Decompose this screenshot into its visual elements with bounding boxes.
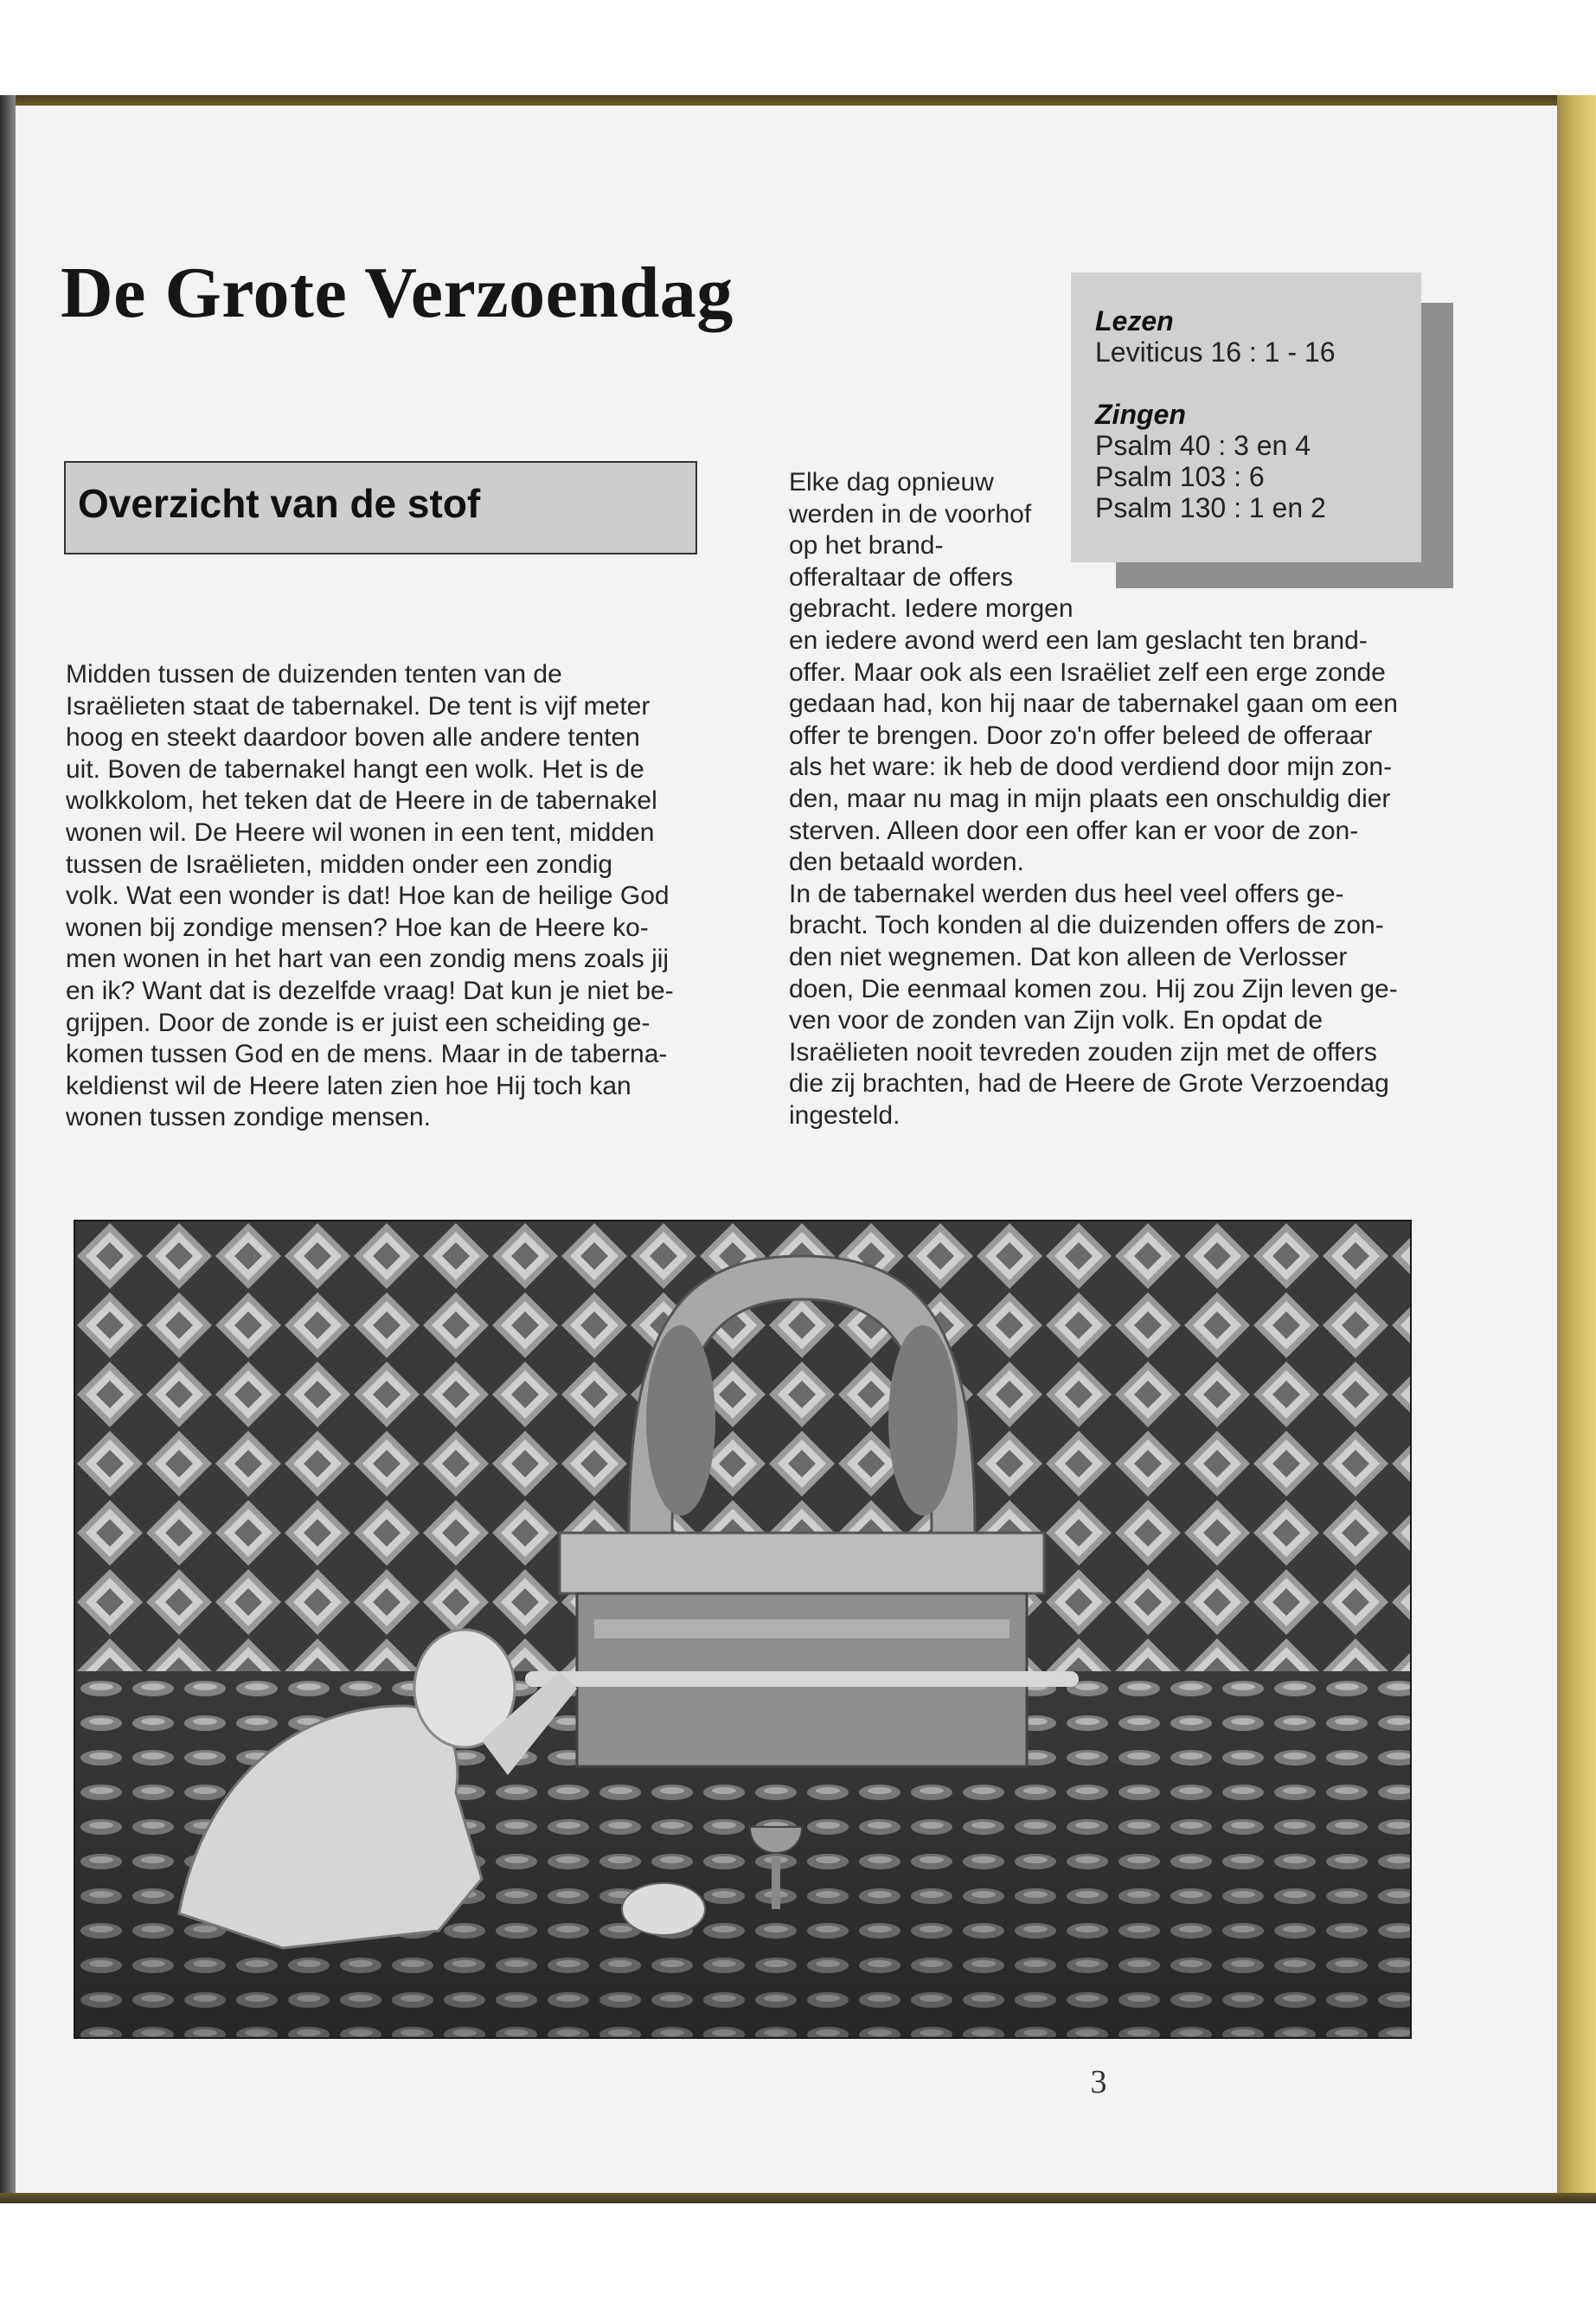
text-line: offer te brengen. Door zo'n offer beleed de offeraar <box>789 721 1373 750</box>
text-line: die zij brachten, had de Heere de Grote Verzoendag <box>789 1069 1389 1099</box>
text-line: men wonen in het hart van een zondig mens zoals jij <box>66 945 670 974</box>
text-line: wolkkolom, het teken dat de Heere in de tabernakel <box>66 786 657 816</box>
text-line: als het ware: ik heb de dood verdiend door mijn zon- <box>789 753 1393 782</box>
text-line: bracht. Toch konden al die duizenden offers de zon- <box>789 911 1384 940</box>
text-line: Israëlieten staat de tabernakel. De tent is vijf meter <box>66 691 651 721</box>
text-line: grijpen. Door de zonde is er juist een scheiding ge- <box>66 1008 651 1037</box>
text-line: uit. Boven de tabernakel hangt een wolk. Het is de <box>66 754 644 784</box>
text-line: In de tabernakel werden dus heel veel offers ge- <box>789 879 1344 908</box>
page-number: 3 <box>1090 2064 1107 2100</box>
text-line: en ik? Want dat is dezelfde vraag! Dat kun je niet be- <box>66 976 674 1005</box>
book-edge-right <box>1557 95 1596 2206</box>
text-line: op het brand- <box>789 531 944 561</box>
text-line: ingesteld. <box>789 1100 901 1130</box>
psalm-line: Psalm 40 : 3 en 4 <box>1095 430 1311 461</box>
text-line: gedaan had, kon hij naar de tabernakel gaan om een <box>789 689 1398 719</box>
right-column-intro <box>789 467 1074 625</box>
text-line: Midden tussen de duizenden tenten van de <box>66 660 562 689</box>
illustration-high-priest-at-ark <box>74 1220 1412 2039</box>
text-line: keldienst wil de Heere laten zien hoe Hij toch kan <box>66 1071 631 1100</box>
text-line: komen tussen God en de mens. Maar in de taberna- <box>66 1040 668 1069</box>
text-line: doen, Die eenmaal komen zou. Hij zou Zijn leven ge- <box>789 974 1398 1003</box>
text-line: wonen tussen zondige mensen. <box>66 1103 431 1132</box>
zingen-label: Zingen <box>1095 399 1186 430</box>
psalm-line: Psalm 130 : 1 en 2 <box>1095 492 1326 523</box>
left-column-text <box>66 659 706 1134</box>
section-heading: Overzicht van de stof <box>64 461 697 554</box>
book-edge-top <box>0 95 1596 106</box>
scan-background-bottom <box>0 2203 1596 2301</box>
page-title: De Grote Verzoendag <box>61 253 734 333</box>
scan-background-top <box>0 0 1596 95</box>
text-line: gebracht. Iedere morgen <box>789 594 1074 624</box>
text-line: Israëlieten nooit tevreden zouden zijn met de offers <box>789 1037 1377 1067</box>
text-line: hoog en steekt daardoor boven alle andere tenten <box>66 723 640 753</box>
book-edge-left <box>0 95 16 2197</box>
reading-sidebar <box>1071 272 1421 562</box>
psalm-line: Psalm 103 : 6 <box>1095 461 1265 492</box>
text-line: Elke dag opnieuw <box>789 468 994 497</box>
text-line: sterven. Alleen door een offer kan er voor de zon- <box>789 816 1359 845</box>
book-edge-bottom <box>0 2193 1596 2203</box>
text-line: offer. Maar ook als een Israëliet zelf een erge zonde <box>789 657 1386 687</box>
text-line: werden in de voorhof <box>789 499 1032 529</box>
text-line: wonen wil. De Heere wil wonen in een tent, midden <box>66 817 655 847</box>
lezen-label: Lezen <box>1095 305 1174 336</box>
right-column-text <box>789 625 1427 1132</box>
text-line: den niet wegnemen. Dat kon alleen de Verlosser <box>789 942 1348 971</box>
text-line: en iedere avond werd een lam geslacht ten brand- <box>789 626 1368 655</box>
text-line: volk. Wat een wonder is dat! Hoe kan de heilige God <box>66 881 670 911</box>
text-line: ven voor de zonden van Zijn volk. En opdat de <box>789 1006 1324 1035</box>
text-line: offeraltaar de offers <box>789 562 1014 592</box>
lezen-reference: Leviticus 16 : 1 - 16 <box>1095 336 1336 368</box>
text-line: den, maar nu mag in mijn plaats een onschuldig dier <box>789 784 1391 813</box>
text-line: wonen bij zondige mensen? Hoe kan de Heere ko- <box>66 913 649 942</box>
text-line: den betaald worden. <box>789 848 1024 877</box>
text-line: tussen de Israëlieten, midden onder een zondig <box>66 849 613 879</box>
